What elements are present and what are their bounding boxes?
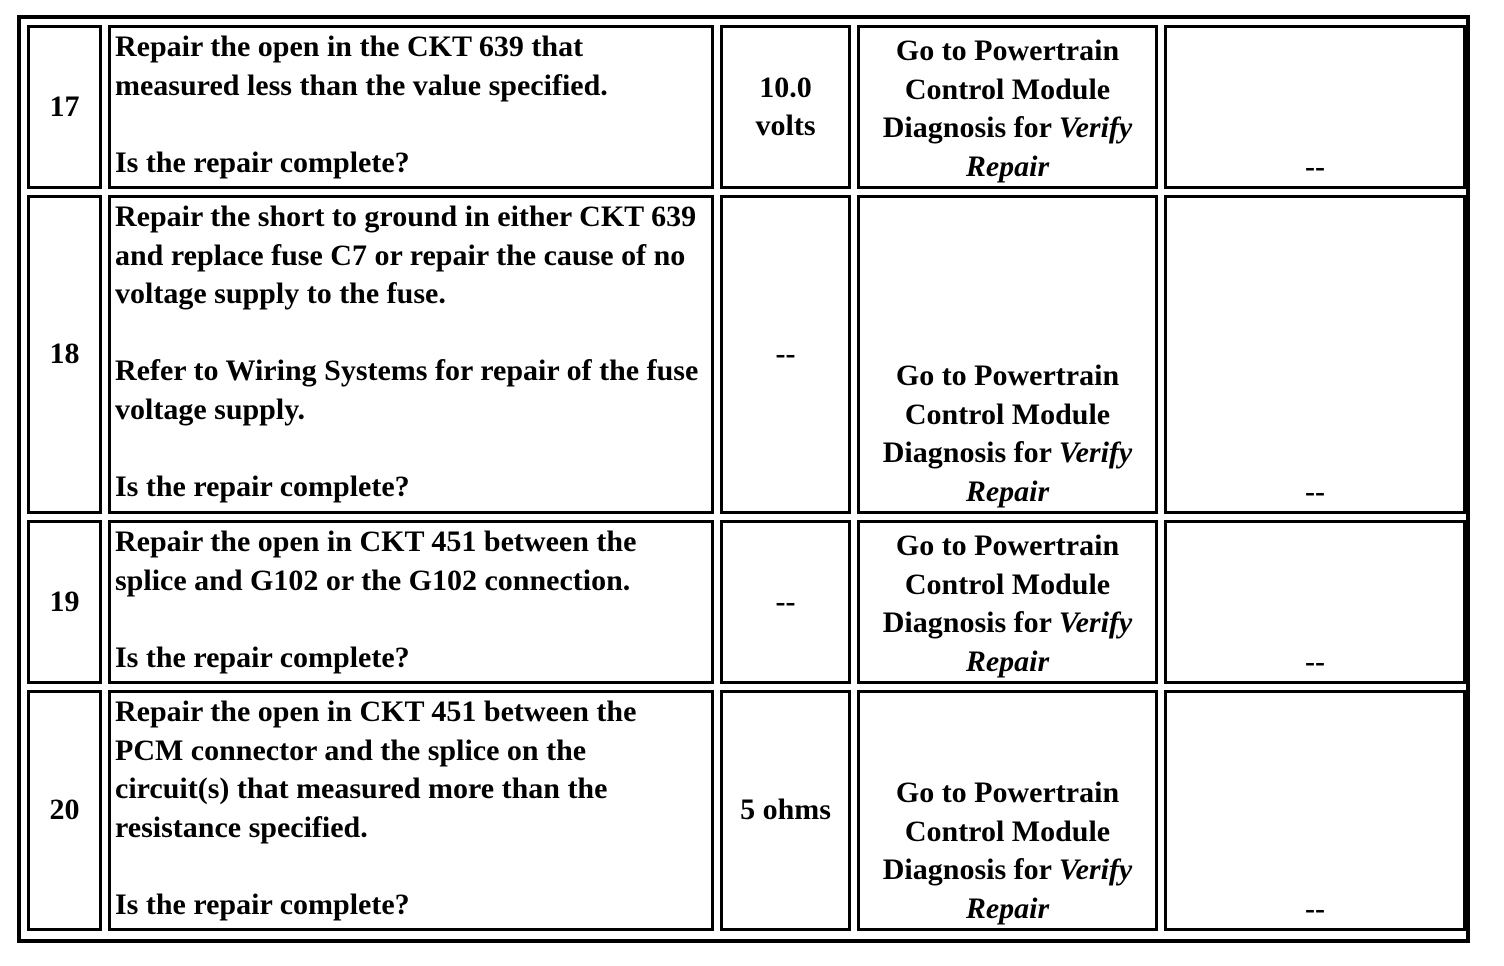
action-text: Repair the open in CKT 451 between the splice and G102 or the G102 connection.	[115, 525, 637, 597]
no-cell: --	[1164, 690, 1466, 931]
table-row	[27, 690, 1466, 931]
step-number: 20	[27, 690, 102, 931]
diagnostic-table	[21, 19, 1472, 937]
verify-repair-link: Verify Repair	[965, 436, 1133, 508]
yes-cell	[857, 690, 1158, 931]
value-cell: 5 ohms	[720, 690, 851, 931]
yes-cell	[857, 25, 1158, 189]
no-cell: --	[1164, 195, 1466, 514]
action-cell	[108, 520, 714, 684]
verify-repair-link: Verify Repair	[965, 853, 1133, 925]
action-text: Repair the short to ground in either CKT 639 and replace fuse C7 or repair the cause of no voltage supply to the fuse.	[115, 200, 697, 310]
action-text: Repair the open in CKT 451 between the PCM connector and the splice on the circuit(s) that measured more than the resistance specified.	[115, 695, 637, 844]
no-cell: --	[1164, 25, 1466, 189]
verify-repair-link: Verify Repair	[965, 606, 1133, 678]
yes-cell	[857, 195, 1158, 514]
yes-text: Go to Powertrain Control Module Diagnosis for	[882, 529, 1120, 639]
question-text: Is the repair complete?	[115, 640, 410, 674]
yes-text: Go to Powertrain Control Module Diagnosis for	[882, 359, 1120, 469]
step-number: 17	[27, 25, 102, 189]
value-cell: 10.0 volts	[720, 25, 851, 189]
table-row	[27, 195, 1466, 514]
action-cell	[108, 195, 714, 514]
action-cell	[108, 690, 714, 931]
question-text: Is the repair complete?	[115, 145, 410, 179]
step-number: 18	[27, 195, 102, 514]
yes-text: Go to Powertrain Control Module Diagnosis for	[882, 776, 1120, 886]
question-text: Is the repair complete?	[115, 887, 410, 921]
yes-cell	[857, 520, 1158, 684]
action-text: Refer to Wiring Systems for repair of the fuse voltage supply.	[115, 354, 699, 426]
question-text: Is the repair complete?	[115, 469, 410, 503]
value-cell: --	[720, 520, 851, 684]
action-cell	[108, 25, 714, 189]
table-row	[27, 520, 1466, 684]
value-cell: --	[720, 195, 851, 514]
table-row	[27, 25, 1466, 189]
no-cell: --	[1164, 520, 1466, 684]
yes-text: Go to Powertrain Control Module Diagnosis for	[882, 34, 1120, 144]
action-text: Repair the open in the CKT 639 that measured less than the value specified.	[115, 30, 608, 102]
verify-repair-link: Verify Repair	[965, 111, 1133, 183]
step-number: 19	[27, 520, 102, 684]
